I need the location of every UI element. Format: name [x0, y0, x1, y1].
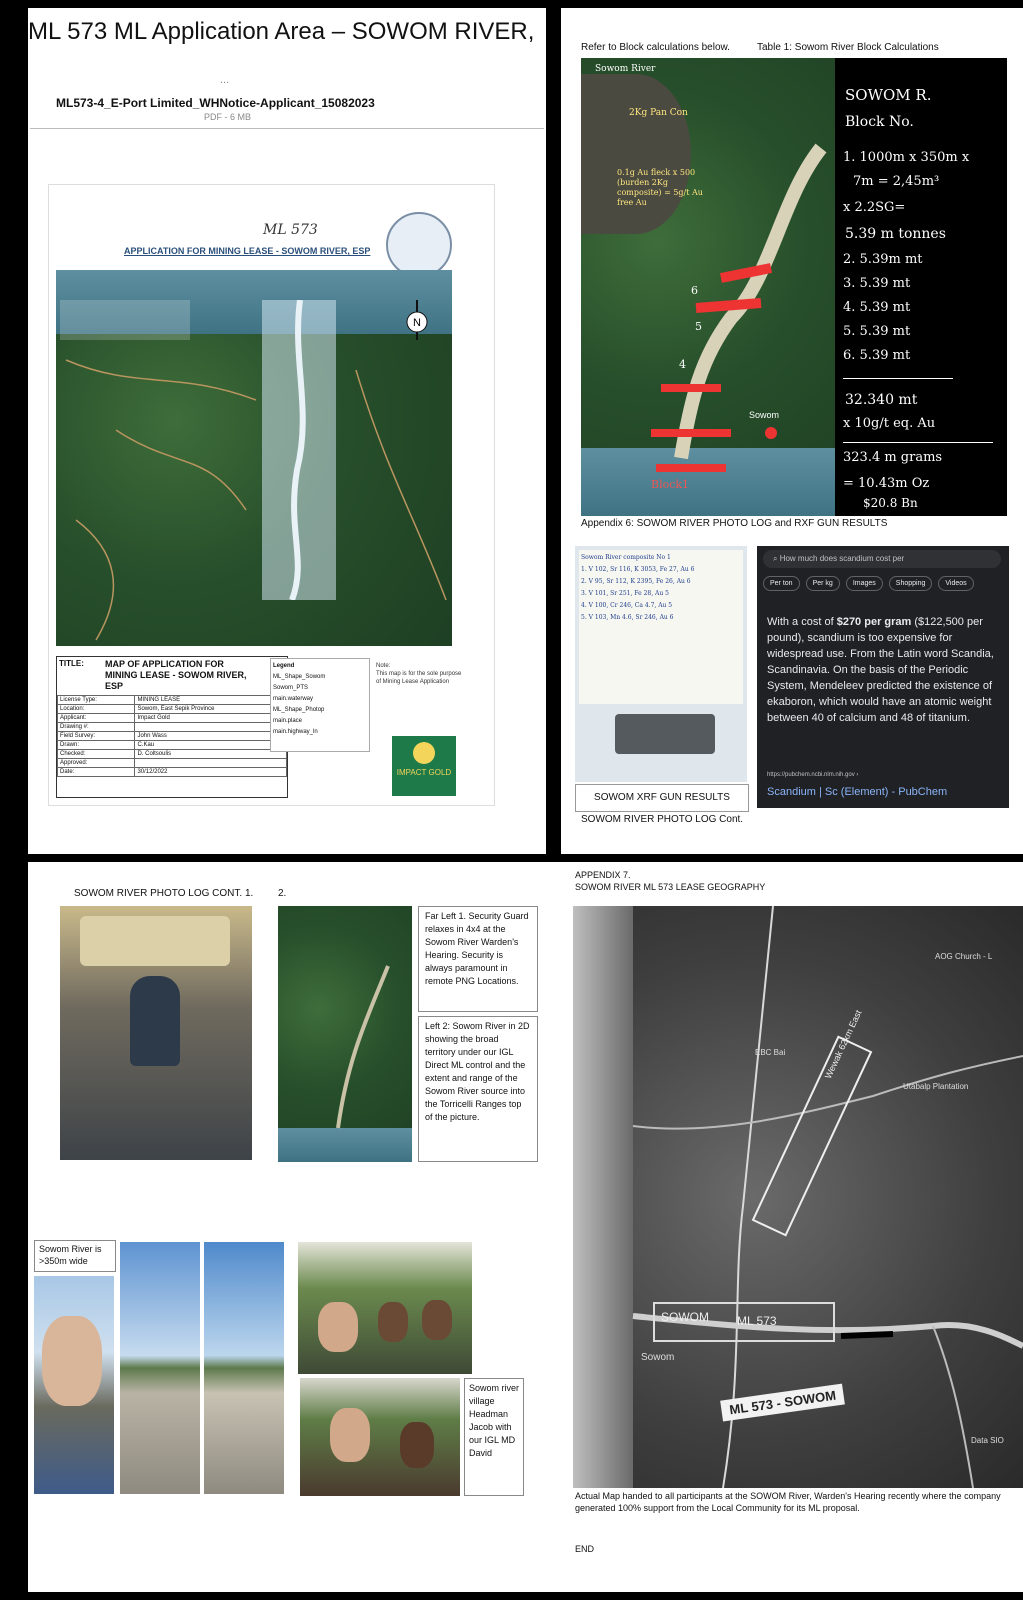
- data-sio-label: Data SIO: [971, 1436, 1004, 1445]
- face: [42, 1316, 102, 1406]
- river-course: [581, 58, 835, 516]
- panel-ml573-application: [28, 8, 546, 854]
- source-url[interactable]: https://pubchem.ncbi.nlm.nih.gov ›: [767, 772, 859, 778]
- cell: Checked:: [58, 750, 135, 759]
- handwritten-ml573: ML 573: [263, 222, 318, 238]
- vehicle-window: [80, 916, 230, 966]
- table-row: [58, 768, 287, 777]
- xrf-note-title: Sowom River composite No 1: [581, 554, 671, 561]
- north-arrow-icon: [404, 300, 430, 340]
- block-number: 4: [679, 358, 686, 371]
- map-note: [376, 662, 468, 686]
- search-result-card: [757, 546, 1009, 808]
- cell: Applicant:: [58, 714, 135, 723]
- caption-3: Sowom River is >350m wide: [34, 1240, 116, 1272]
- calc-line: x 2.2SG=: [843, 200, 906, 215]
- xrf-results-photo: [575, 546, 747, 782]
- calc-line: = 10.43m Oz: [843, 476, 930, 491]
- block-calculation-notes: [835, 58, 1007, 516]
- panel-title: ML 573 ML Application Area – SOWOM RIVER,: [28, 18, 535, 45]
- calc-line: 1. 1000m x 350m x: [843, 150, 970, 165]
- tab-per-kg[interactable]: Per kg: [806, 576, 840, 591]
- plantation-label: Utabalp Plantation: [903, 1082, 969, 1091]
- ebc-label: EBC Bai: [755, 1048, 786, 1057]
- cell: Location:: [58, 705, 135, 714]
- cell: Impact Gold: [135, 714, 287, 723]
- seal-icon: [386, 212, 452, 278]
- dots-menu-icon[interactable]: ...: [220, 74, 230, 86]
- file-name[interactable]: ML573-4_E-Port Limited_WHNotice-Applicant_15082023: [56, 96, 375, 110]
- answer-prefix: With a cost of: [767, 616, 837, 628]
- headman-photo: [300, 1378, 460, 1496]
- xrf-line: 2. V 95, Sr 112, K 2395, Fe 26, Au 6: [581, 578, 691, 585]
- xrf-caption: SOWOM XRF GUN RESULTS: [575, 784, 749, 812]
- svg-text:N: N: [413, 317, 421, 329]
- aerial-river-photo: [581, 58, 835, 516]
- legend-item: main.waterway: [273, 696, 314, 702]
- table-row: [58, 714, 287, 723]
- xrf-line: 5. V 103, Mn 4.6, Sr 246, Au 6: [581, 614, 674, 621]
- search-input[interactable]: [763, 550, 1001, 568]
- block-number: 5: [695, 320, 702, 333]
- tab-shopping[interactable]: Shopping: [889, 576, 933, 591]
- place-label: Sowom: [749, 410, 780, 420]
- calc-line: 2. 5.39m mt: [843, 252, 923, 267]
- calc-line: x 10g/t eq. Au: [843, 416, 936, 431]
- caption-2: Left 2: Sowom River in 2D showing the broad territory under our IGL Direct ML control and the extent and range of the Sowom River source into the Torricelli Ranges top of the picture.: [418, 1016, 538, 1162]
- intro-text: Refer to Block calculations below.: [581, 42, 730, 53]
- table-row: [58, 732, 287, 741]
- face: [422, 1300, 452, 1340]
- riverbed-photo-2: [204, 1242, 284, 1494]
- caption-1: Far Left 1. Security Guard relaxes in 4x4 at the Sowom River Warden's Hearing. Security is always paramount in remote PNG Locations.: [418, 906, 538, 1012]
- face: [378, 1302, 408, 1342]
- photo-label-flecks: 0.1g Au fleck x 500 (burden 2Kg composite) = 5g/t Au free Au: [617, 168, 703, 207]
- calc-line: 5.39 m tonnes: [845, 226, 946, 242]
- note-text: This map is for the sole purpose of Mining Lease Application: [376, 671, 462, 685]
- caption-4: Sowom river village Headman Jacob with our IGL MD David: [464, 1378, 524, 1496]
- legend-item: ML_Shape_Photop: [273, 707, 325, 713]
- cell: Field Survey:: [58, 732, 135, 741]
- lease-map: [573, 906, 1023, 1488]
- legend-item: ML_Shape_Sowom: [273, 674, 326, 680]
- map-caption: Actual Map handed to all participants at the SOWOM River, Warden's Hearing recently where the company generated 100% support from the Local Community for its ML proposal.: [575, 1491, 1001, 1513]
- satellite-map: [56, 270, 452, 646]
- face: [330, 1408, 370, 1462]
- tab-images[interactable]: Images: [846, 576, 883, 591]
- table-row: [58, 696, 287, 705]
- photo-log-heading-2: 2.: [278, 888, 287, 899]
- cell: [135, 759, 287, 768]
- guard-figure: [130, 976, 180, 1066]
- panel-lease-geography: [561, 862, 1023, 1592]
- cell: John Wass: [135, 732, 287, 741]
- calc-line: 323.4 m grams: [843, 450, 943, 465]
- cell: Sowom, East Sepik Province: [135, 705, 287, 714]
- pubchem-link[interactable]: Scandium | Sc (Element) - PubChem: [767, 786, 948, 798]
- note-title: Note:: [376, 663, 391, 669]
- calc-line: 32.340 mt: [845, 392, 918, 408]
- calc-line: 5. 5.39 mt: [843, 324, 911, 339]
- river-line: [278, 906, 412, 1162]
- xrf-line: 1. V 102, Sr 116, K 3053, Fe 27, Au 6: [581, 566, 695, 573]
- logo-globe-icon: [413, 742, 435, 764]
- divider: [30, 128, 544, 129]
- photo-label-pan: 2Kg Pan Con: [629, 108, 688, 118]
- photo-log-heading: SOWOM RIVER PHOTO LOG CONT. 1.: [74, 888, 254, 899]
- face: [400, 1422, 434, 1468]
- appendix-6-title: Appendix 6: SOWOM RIVER PHOTO LOG and RXF GUN RESULTS: [581, 518, 888, 529]
- face: [318, 1302, 358, 1352]
- title-value: MAP OF APPLICATION FOR MINING LEASE - SOWOM RIVER, ESP: [105, 659, 247, 691]
- table-row: [58, 723, 287, 732]
- table-title: Table 1: Sowom River Block Calculations: [757, 42, 939, 53]
- sum-rule: [843, 442, 993, 443]
- cell: Date:: [58, 768, 135, 777]
- sample-bag: [615, 714, 715, 754]
- legend-item: main.highway_ln: [273, 729, 318, 735]
- table-row: [58, 750, 287, 759]
- table-row: [58, 705, 287, 714]
- xrf-handwritten-sheet: [579, 550, 743, 704]
- panel-block-calculations: [561, 8, 1023, 854]
- calc-line: Block No.: [845, 114, 914, 130]
- legend-title: Legend: [273, 663, 295, 669]
- appendix-7: APPENDIX 7.: [575, 870, 631, 880]
- tab-videos[interactable]: Videos: [938, 576, 973, 591]
- portrait-photo: [34, 1276, 114, 1494]
- calc-line: 4. 5.39 mt: [843, 300, 911, 315]
- title-block: [56, 656, 288, 798]
- table-row: [58, 741, 287, 750]
- title-block-table: [57, 695, 287, 777]
- legend-item: main.place: [273, 718, 303, 724]
- cell: Drawing #:: [58, 723, 135, 732]
- photo-label-top: Sowom River: [595, 64, 656, 74]
- river-2d-photo: [278, 906, 412, 1162]
- group-photo: [298, 1242, 472, 1374]
- calc-line: $20.8 Bn: [863, 496, 918, 510]
- calc-line: 6. 5.39 mt: [843, 348, 911, 363]
- church-label: AOG Church - L: [935, 952, 993, 961]
- calc-line: SOWOM R.: [845, 86, 932, 104]
- tab-per-ton[interactable]: Per ton: [763, 576, 800, 591]
- search-answer: [767, 614, 997, 726]
- sum-rule: [843, 378, 953, 379]
- calc-line: 7m = 2,45m³: [853, 174, 940, 189]
- calc-line: 3. 5.39 mt: [843, 276, 911, 291]
- cell: C.Kau: [135, 741, 287, 750]
- cell: Drawn:: [58, 741, 135, 750]
- roads-overlay: [56, 270, 452, 646]
- title-label: TITLE:: [59, 659, 84, 668]
- cell: License Type:: [58, 696, 135, 705]
- ml573-sowom-box: ML 573 - SOWOM: [720, 1384, 845, 1422]
- sowom-map-label: SOWOM: [661, 1310, 709, 1324]
- sowom-place-label: Sowom: [641, 1352, 675, 1363]
- map-legend: [270, 658, 370, 752]
- cell: [135, 723, 287, 732]
- photo-log-cont: SOWOM RIVER PHOTO LOG Cont.: [581, 814, 744, 825]
- search-icon: ⌕: [773, 554, 780, 563]
- impact-gold-logo: [392, 736, 456, 796]
- map-heading: APPLICATION FOR MINING LEASE - SOWOM RIVER, ESP: [124, 246, 371, 256]
- ml573-map-label: ML 573: [737, 1314, 777, 1328]
- block-number: 6: [691, 284, 698, 297]
- riverbed-photo-1: [120, 1242, 200, 1494]
- cell: MINING LEASE: [135, 696, 287, 705]
- search-query: How much does scandium cost per: [779, 554, 905, 563]
- legend-item: Sowom_PTS: [273, 685, 309, 691]
- cell: D. Coltsoulis: [135, 750, 287, 759]
- panel-photo-log: [28, 862, 562, 1592]
- arrow-label: Wewak 62km East: [823, 1008, 864, 1081]
- file-meta: PDF - 6 MB: [204, 112, 252, 122]
- answer-highlight: $270 per gram: [836, 616, 912, 628]
- search-tabs: [763, 576, 974, 591]
- answer-text: ($122,500 per pound), scandium is too expensive for widespread use. From the Latin word Scandia, Scandinavia. On the basis of the Periodic System, Mendeleev predicted the existence of ekaboron, which would have an atomic weight between 40 of calcium and 48 of titanium.: [767, 616, 994, 724]
- xrf-line: 3. V 101, Sr 251, Fe 28, Au 5: [581, 590, 669, 597]
- lease-geography-title: SOWOM RIVER ML 573 LEASE GEOGRAPHY: [575, 882, 766, 892]
- table-row: [58, 759, 287, 768]
- end-label: END: [575, 1544, 595, 1554]
- block1-label: Block1: [651, 478, 690, 491]
- xrf-line: 4. V 100, Cr 246, Ca 4.7, Au 5: [581, 602, 673, 609]
- logo-text: IMPACT GOLD: [396, 768, 452, 777]
- cell: Approved:: [58, 759, 135, 768]
- security-guard-photo: [60, 906, 252, 1160]
- cell: 30/12/2022: [135, 768, 287, 777]
